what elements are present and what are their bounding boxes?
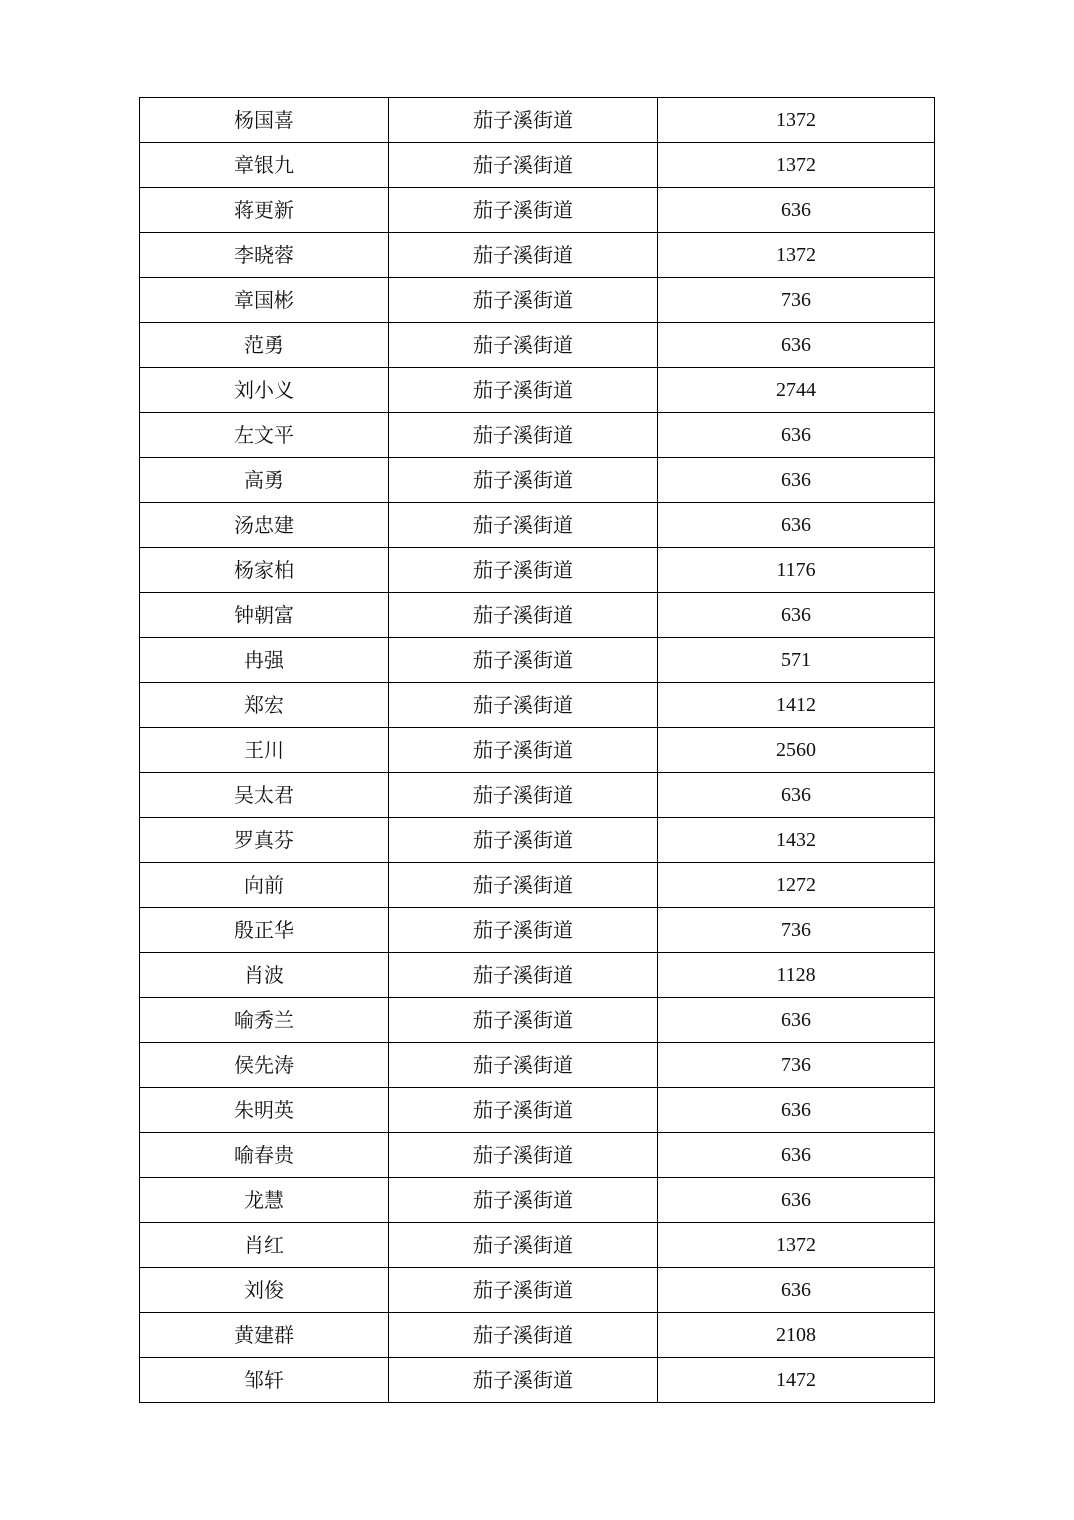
name-cell: 李晓蓉: [140, 233, 389, 278]
name-cell: 王川: [140, 728, 389, 773]
amount-cell: 636: [658, 413, 935, 458]
amount-cell: 2744: [658, 368, 935, 413]
table-row: [140, 278, 935, 323]
amount-cell: 1128: [658, 953, 935, 998]
amount-cell: 1372: [658, 1223, 935, 1268]
street-cell: 茄子溪街道: [389, 548, 658, 593]
street-cell: 茄子溪街道: [389, 1358, 658, 1403]
name-cell: 吴太君: [140, 773, 389, 818]
table-row: [140, 503, 935, 548]
street-cell: 茄子溪街道: [389, 98, 658, 143]
table-row: [140, 908, 935, 953]
table-row: [140, 143, 935, 188]
table-row: [140, 188, 935, 233]
name-cell: 龙慧: [140, 1178, 389, 1223]
table-row: [140, 683, 935, 728]
street-cell: 茄子溪街道: [389, 1043, 658, 1088]
street-cell: 茄子溪街道: [389, 728, 658, 773]
amount-cell: 636: [658, 188, 935, 233]
street-cell: 茄子溪街道: [389, 1088, 658, 1133]
street-cell: 茄子溪街道: [389, 458, 658, 503]
amount-cell: 636: [658, 1268, 935, 1313]
street-cell: 茄子溪街道: [389, 683, 658, 728]
name-cell: 蒋更新: [140, 188, 389, 233]
amount-cell: 1372: [658, 143, 935, 188]
table-row: [140, 1268, 935, 1313]
name-cell: 侯先涛: [140, 1043, 389, 1088]
name-cell: 钟朝富: [140, 593, 389, 638]
table-row: [140, 368, 935, 413]
table-row: [140, 1043, 935, 1088]
name-cell: 范勇: [140, 323, 389, 368]
amount-cell: 736: [658, 908, 935, 953]
table-row: [140, 233, 935, 278]
amount-cell: 636: [658, 503, 935, 548]
table-row: [140, 1313, 935, 1358]
name-cell: 肖红: [140, 1223, 389, 1268]
amount-cell: 636: [658, 593, 935, 638]
table-row: [140, 638, 935, 683]
street-cell: 茄子溪街道: [389, 1268, 658, 1313]
name-cell: 冉强: [140, 638, 389, 683]
amount-cell: 636: [658, 1133, 935, 1178]
table-row: [140, 593, 935, 638]
name-cell: 罗真芬: [140, 818, 389, 863]
table-row: [140, 1223, 935, 1268]
street-cell: 茄子溪街道: [389, 908, 658, 953]
street-cell: 茄子溪街道: [389, 638, 658, 683]
table-row: [140, 1088, 935, 1133]
amount-cell: 1432: [658, 818, 935, 863]
table-row: [140, 548, 935, 593]
name-cell: 殷正华: [140, 908, 389, 953]
street-cell: 茄子溪街道: [389, 863, 658, 908]
table-row: [140, 728, 935, 773]
name-cell: 向前: [140, 863, 389, 908]
name-cell: 郑宏: [140, 683, 389, 728]
street-cell: 茄子溪街道: [389, 1133, 658, 1178]
street-cell: 茄子溪街道: [389, 818, 658, 863]
street-cell: 茄子溪街道: [389, 278, 658, 323]
street-cell: 茄子溪街道: [389, 233, 658, 278]
name-cell: 黄建群: [140, 1313, 389, 1358]
name-cell: 朱明英: [140, 1088, 389, 1133]
table-row: [140, 1358, 935, 1403]
amount-cell: 1412: [658, 683, 935, 728]
street-cell: 茄子溪街道: [389, 503, 658, 548]
name-cell: 章国彬: [140, 278, 389, 323]
amount-cell: 2560: [658, 728, 935, 773]
street-cell: 茄子溪街道: [389, 188, 658, 233]
table-body: [140, 98, 935, 1403]
street-cell: 茄子溪街道: [389, 1313, 658, 1358]
amount-cell: 736: [658, 278, 935, 323]
amount-cell: 636: [658, 773, 935, 818]
street-cell: 茄子溪街道: [389, 1223, 658, 1268]
amount-cell: 636: [658, 998, 935, 1043]
table-row: [140, 863, 935, 908]
name-cell: 汤忠建: [140, 503, 389, 548]
amount-cell: 2108: [658, 1313, 935, 1358]
name-cell: 肖波: [140, 953, 389, 998]
street-cell: 茄子溪街道: [389, 593, 658, 638]
table-row: [140, 953, 935, 998]
name-cell: 杨国喜: [140, 98, 389, 143]
street-cell: 茄子溪街道: [389, 773, 658, 818]
table-row: [140, 818, 935, 863]
amount-cell: 736: [658, 1043, 935, 1088]
table-row: [140, 1133, 935, 1178]
amount-cell: 636: [658, 458, 935, 503]
amount-cell: 1372: [658, 98, 935, 143]
amount-cell: 636: [658, 1178, 935, 1223]
name-cell: 喻秀兰: [140, 998, 389, 1043]
name-cell: 刘俊: [140, 1268, 389, 1313]
name-cell: 高勇: [140, 458, 389, 503]
amount-cell: 1176: [658, 548, 935, 593]
street-cell: 茄子溪街道: [389, 953, 658, 998]
amount-cell: 571: [658, 638, 935, 683]
amount-cell: 636: [658, 323, 935, 368]
street-cell: 茄子溪街道: [389, 143, 658, 188]
street-cell: 茄子溪街道: [389, 998, 658, 1043]
street-cell: 茄子溪街道: [389, 323, 658, 368]
amount-cell: 1372: [658, 233, 935, 278]
name-cell: 左文平: [140, 413, 389, 458]
table-row: [140, 998, 935, 1043]
name-cell: 刘小义: [140, 368, 389, 413]
street-cell: 茄子溪街道: [389, 413, 658, 458]
data-table: [139, 97, 935, 1403]
table-row: [140, 1178, 935, 1223]
table-row: [140, 323, 935, 368]
name-cell: 邹轩: [140, 1358, 389, 1403]
amount-cell: 1272: [658, 863, 935, 908]
name-cell: 杨家柏: [140, 548, 389, 593]
street-cell: 茄子溪街道: [389, 368, 658, 413]
table-row: [140, 458, 935, 503]
name-cell: 章银九: [140, 143, 389, 188]
table-row: [140, 98, 935, 143]
amount-cell: 1472: [658, 1358, 935, 1403]
table-row: [140, 773, 935, 818]
street-cell: 茄子溪街道: [389, 1178, 658, 1223]
name-cell: 喻春贵: [140, 1133, 389, 1178]
table-row: [140, 413, 935, 458]
amount-cell: 636: [658, 1088, 935, 1133]
